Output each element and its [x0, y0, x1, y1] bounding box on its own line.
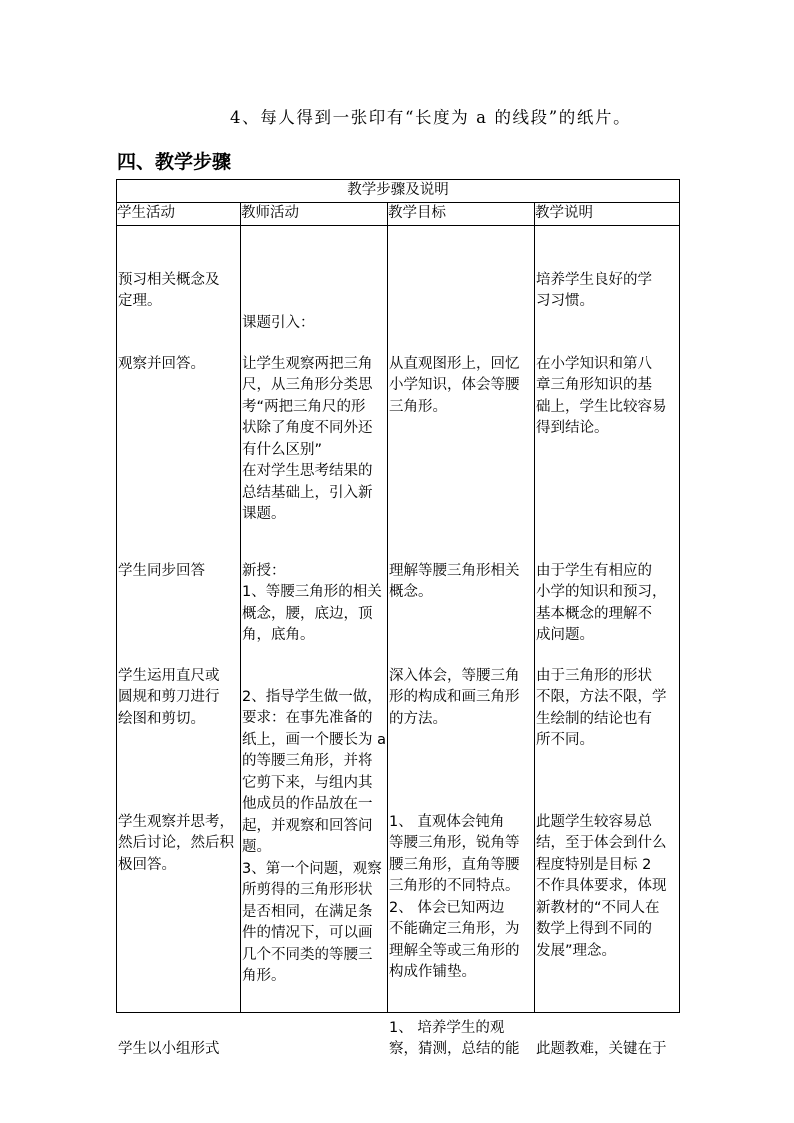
student-text: 学生运用直尺或 圆规和剪刀进行 绘图和剪切。	[118, 667, 220, 727]
student-activity-cell	[117, 225, 241, 1057]
student-text: 预习相关概念及 定理。	[118, 271, 220, 309]
student-text: 观察并回答。	[118, 355, 205, 372]
teacher-activity-cell	[241, 225, 388, 1012]
header-teaching-note: 教学说明	[535, 203, 680, 226]
goal-text: 1、 培养学生的观 察，猜测，总结的能	[389, 1019, 520, 1057]
goal-text: 1、 直观体会钝角 等腰三角形，锐角等 腰三角形，直角等腰 三角形的不同特点。 2、 体会已知两边 不能确定三角形，为 理解全等或三角形的 构成作铺垫。	[389, 813, 520, 980]
student-text: 学生同步回答	[118, 562, 205, 579]
header-student-activity: 学生活动	[117, 203, 241, 226]
materials-item-4: 4、每人得到一张印有“长度为 a 的线段”的纸片。	[230, 108, 632, 127]
goal-text: 从直观图形上，回忆 小学知识，体会等腰 三角形。	[389, 355, 520, 415]
note-text: 培养学生良好的学 习习惯。	[536, 271, 652, 309]
header-teacher-activity: 教师活动	[241, 203, 388, 226]
table-caption-row	[117, 180, 680, 203]
table-caption: 教学步骤及说明	[117, 180, 680, 203]
teaching-note-cell	[535, 225, 680, 1057]
note-text: 由于三角形的形状 不限，方法不限，学 生绘制的结论也有 所不同。	[536, 667, 667, 748]
goal-text: 深入体会，等腰三角 形的构成和画三角形 的方法。	[389, 667, 520, 727]
note-text: 此题教难，关键在于	[536, 1040, 667, 1057]
teacher-text: 课题引入：	[242, 314, 315, 331]
student-text: 学生观察并思考， 然后讨论，然后积 极回答。	[118, 813, 234, 873]
note-text: 由于学生有相应的 小学的知识和预习， 基本概念的理解不 成问题。	[536, 562, 667, 643]
teacher-text: 让学生观察两把三角 尺，从三角形分类思 考“两把三角尺的形 状除了角度不同外还 有什么区别” 在对学生思考结果的 总结基础上，引入新 课题。	[242, 355, 373, 522]
teaching-goal-cell	[388, 225, 535, 1057]
table-header-row	[117, 203, 680, 226]
note-text: 在小学知识和第八 章三角形知识的基 础上，学生比较容易 得到结论。	[536, 355, 667, 436]
goal-text: 理解等腰三角形相关 概念。	[389, 562, 520, 600]
table-row	[117, 225, 680, 1012]
student-text: 学生以小组形式	[118, 1040, 220, 1057]
teacher-text: 新授： 1、等腰三角形的相关 概念，腰，底边，顶 角，底角。	[242, 562, 382, 643]
note-text: 此题学生较容易总 结，至于体会到什么 程度特别是目标 2 不作具体要求，体现 新教材的“不同人在 数学上得到不同的 发展”理念。	[536, 813, 667, 959]
header-teaching-goal: 教学目标	[388, 203, 535, 226]
teacher-text: 2、指导学生做一做， 要求：在事先准备的 纸上，画一个腰长为 a 的等腰三角形，并将 它剪下来，与组内其 他成员的作品放在一 起，并观察和回答问 题。 3、第一个问题，观察 所剪得的三角形形状 是否相同，在满足条 件的情况下，可以画 几个不同类的等腰三 角形。	[242, 688, 386, 984]
teaching-steps-table	[116, 179, 680, 1057]
section-heading: 四、教学步骤	[117, 151, 232, 173]
